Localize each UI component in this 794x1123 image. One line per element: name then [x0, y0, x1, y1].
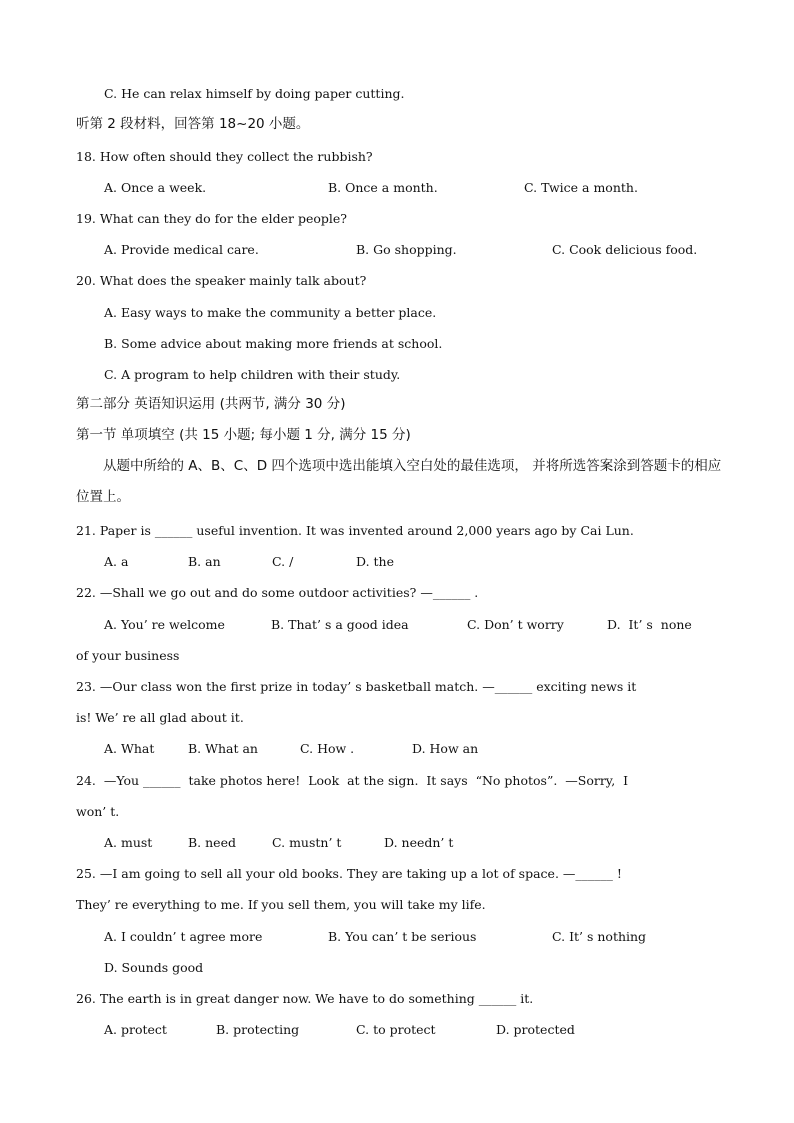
option-a: A. must: [104, 835, 153, 850]
option-c: C. Cook delicious food.: [552, 242, 698, 257]
option-c: C. It’ s nothing: [552, 929, 647, 944]
option-b: B. You can’ t be serious: [328, 929, 477, 944]
question-20-option-b: B. Some advice about making more friends at school.: [104, 336, 443, 351]
question-19: 19. What can they do for the elder people?: [76, 211, 347, 226]
option-c: C. Don’ t worry: [467, 617, 564, 632]
option-b: B. Go shopping.: [356, 242, 457, 257]
question-20-option-a: A. Easy ways to make the community a better place.: [104, 305, 437, 320]
part-2-section-1-heading: 第一节 单项填空 (共 15 小题; 每小题 1 分, 满分 15 分): [76, 427, 411, 443]
question-21-options: [104, 554, 754, 570]
option-b: B. an: [188, 554, 221, 569]
option-d: D. the: [356, 554, 394, 569]
option-d: D. How an: [412, 741, 479, 756]
option-a: A. Provide medical care.: [104, 242, 259, 257]
option-c: C. Twice a month.: [524, 180, 638, 195]
question-19-options: [104, 242, 754, 258]
option-b: B. protecting: [216, 1022, 300, 1037]
option-d: D. protected: [496, 1022, 575, 1037]
question-22: 22. —Shall we go out and do some outdoor activities? —______ .: [76, 585, 479, 600]
question-22-continuation: of your business: [76, 648, 180, 663]
option-b: B. need: [188, 835, 236, 850]
section-intro-18-20: 听第 2 段材料，回答第 18~20 小题。: [76, 116, 310, 132]
question-24-options: [104, 835, 754, 851]
option-a: A. protect: [104, 1022, 167, 1037]
question-26-options: [104, 1022, 754, 1038]
option-b: B. That’ s a good idea: [271, 617, 409, 632]
option-b: B. What an: [188, 741, 258, 756]
question-20-option-c: C. A program to help children with their study.: [104, 367, 401, 382]
question-18-options: [104, 180, 754, 196]
option-c: C. mustn’ t: [272, 835, 342, 850]
question-25: 25. —I am going to sell all your old books. They are taking up a lot of space. —______ !: [76, 866, 622, 881]
option-a: A. Once a week.: [104, 180, 207, 195]
option-b: B. Once a month.: [328, 180, 438, 195]
option-a: A. What: [104, 741, 155, 756]
question-25-continuation: They’ re everything to me. If you sell them, you will take my life.: [76, 897, 486, 912]
question-26: 26. The earth is in great danger now. We have to do something ______ it.: [76, 991, 534, 1006]
question-23-continuation: is! We’ re all glad about it.: [76, 710, 244, 725]
question-24-continuation: won’ t.: [76, 804, 120, 819]
question-23-options: [104, 741, 754, 757]
option-a: A. a: [104, 554, 129, 569]
option-d: D. It’ s none: [607, 617, 692, 632]
part-2-heading: 第二部分 英语知识运用 (共两节, 满分 30 分): [76, 396, 346, 412]
q17-option-c: C. He can relax himself by doing paper cutting.: [104, 86, 405, 101]
question-20: 20. What does the speaker mainly talk about?: [76, 273, 367, 288]
question-18: 18. How often should they collect the rubbish?: [76, 149, 373, 164]
question-23: 23. —Our class won the first prize in today’ s basketball match. —______ exciting news it: [76, 679, 637, 694]
option-a: A. You’ re welcome: [104, 617, 225, 632]
question-25-option-d: D. Sounds good: [104, 960, 204, 975]
option-a: A. I couldn’ t agree more: [104, 929, 263, 944]
option-d: D. needn’ t: [384, 835, 454, 850]
option-c: C. How .: [300, 741, 355, 756]
question-25-options: [104, 929, 754, 945]
question-24: 24. —You ______ take photos here! Look at the sign. It says “No photos”. —Sorry, I: [76, 773, 629, 788]
instructions-paragraph: 从题中所给的 A、B、C、D 四个选项中选出能填入空白处的最佳选项， 并将所选答案涂到答题卡的相应位置上。: [76, 458, 722, 505]
question-21: 21. Paper is ______ useful invention. It was invented around 2,000 years ago by Cai Lun.: [76, 523, 634, 538]
question-22-options: [104, 617, 754, 633]
option-c: C. /: [272, 554, 294, 569]
option-c: C. to protect: [356, 1022, 436, 1037]
